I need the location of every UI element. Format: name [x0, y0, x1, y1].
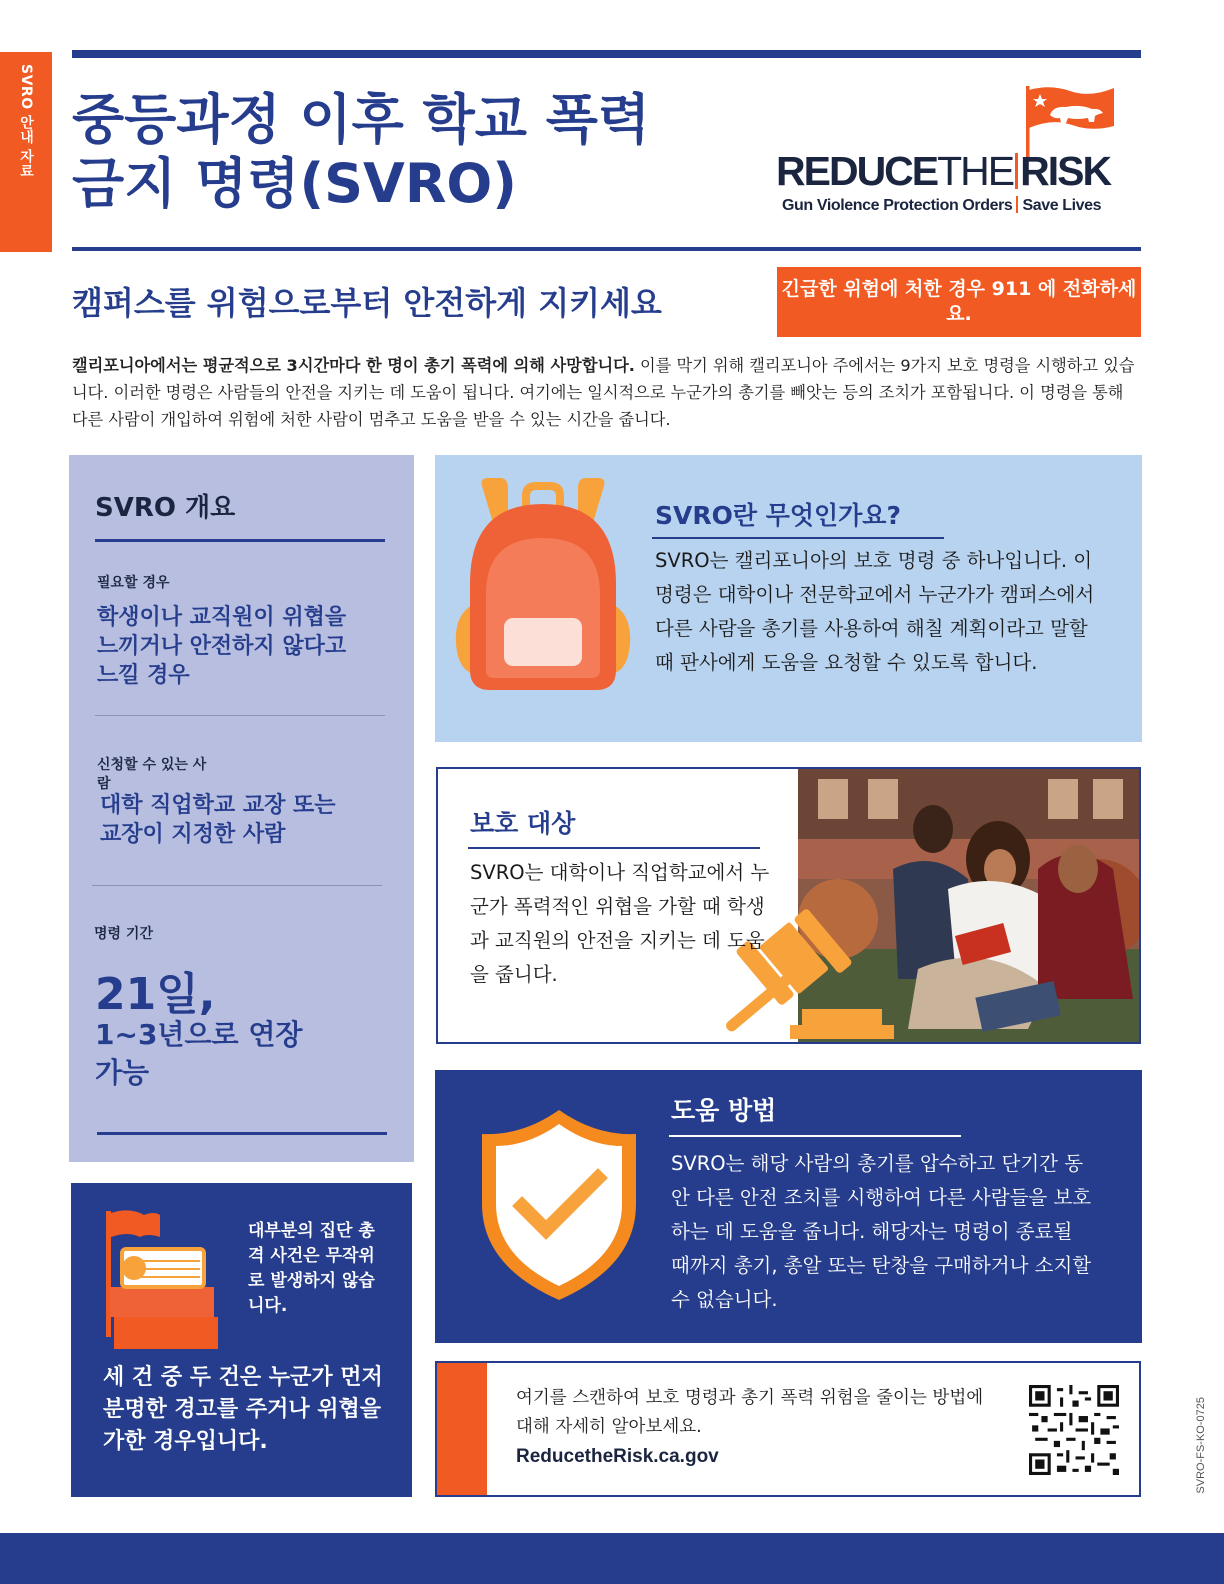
logo-tag-right: Save Lives [1022, 197, 1102, 214]
what-body: SVRO는 캘리포니아의 보호 명령 중 하나입니다. 이 명령은 대학이나 전문학교에서 누군가가 캠퍼스에서 다른 사람을 총기를 사용하여 해칠 계획이라고 말할 때 판사에게 도움을 요청할 수 있도록 합니다. [655, 549, 1095, 674]
side-tab-label-wrap [0, 52, 52, 252]
overview-bottom-rule [97, 1132, 387, 1135]
doc-code-wrap [1186, 1385, 1216, 1505]
help-heading-rule [669, 1135, 961, 1137]
fact-side-text: 대부분의 집단 총격 사건은 무작위로 발생하지 않습니다. [248, 1221, 375, 1316]
help-heading: 도움 방법 [671, 1096, 777, 1125]
logo-tag-left: Gun Violence Protection Orders [782, 197, 1013, 214]
books-flag-icon [100, 1207, 230, 1352]
title-line-1: 중등과정 이후 학교 폭력 [72, 88, 651, 151]
scan-text: 여기를 스캔하여 보호 명령과 총기 폭력 위험을 줄이는 방법에 대해 자세히 알아보세요. [516, 1388, 984, 1437]
side-tab-label: SVRO 안내 자료 [18, 64, 34, 179]
help-body: SVRO는 해당 사람의 총기를 압수하고 단기간 동안 다른 안전 조치를 시행하여 다른 사람들을 보호하는 데 도움을 줍니다. 해당자는 명령이 종료될 때까지 총기, 총알 또는 탄창을 구매하거나 소지할 수 없습니다. [671, 1152, 1092, 1311]
title-line-2: 금지 명령(SVRO) [72, 152, 517, 215]
what-heading: SVRO란 무엇인가요? [655, 501, 901, 530]
fact-main-text: 세 건 중 두 건은 누군가 먼저 분명한 경고를 주거나 위협을 가한 경우입니다. [103, 1365, 383, 1454]
logo-word-reduce: REDUCE [776, 148, 938, 194]
page-title [72, 88, 752, 216]
logo-word-risk: RISK [1020, 148, 1111, 194]
overview-who-label: 신청할 수 있는 사람 [97, 757, 207, 792]
overview-divider-2 [92, 885, 382, 886]
intro-bold: 캘리포니아에서는 평균적으로 3시간마다 한 명이 총기 폭력에 의해 사망합니다. [72, 356, 635, 375]
logo-separator [1015, 153, 1018, 189]
overview-duration-days: 21일, [95, 969, 216, 1020]
protect-body: SVRO는 대학이나 직업학교에서 누군가 폭력적인 위협을 가할 때 학생과 교직원의 안전을 지키는 데 도움을 줍니다. [470, 861, 770, 986]
logo-word-the: THE [937, 148, 1014, 194]
protect-heading-rule [468, 847, 760, 849]
logo-tagline [782, 196, 1142, 215]
overview-who-value: 대학 직업학교 교장 또는 교장이 지정한 사람 [100, 793, 336, 847]
logo-tag-divider [1016, 196, 1018, 213]
header-top-rule [72, 50, 1141, 58]
overview-duration-ext: 1~3년으로 연장 가능 [95, 1018, 303, 1089]
overview-title-rule [95, 539, 385, 542]
overview-title: SVRO 개요 [95, 493, 236, 523]
subtitle: 캠퍼스를 위험으로부터 안전하게 지키세요 [72, 284, 662, 322]
what-heading-rule [652, 537, 944, 539]
shield-check-icon [478, 1106, 640, 1302]
overview-when-value: 학생이나 교직원이 위협을 느끼거나 안전하지 않다고 느낄 경우 [97, 605, 347, 688]
intro-rest: 이를 막기 위해 캘리포니아 주에서는 9가지 보호 명령을 시행하고 있습니다. 이러한 명령은 사람들의 안전을 지키는 데 도움이 됩니다. 여기에는 일시적으로 누군가의 총기를 빼앗는 등의 조치가 포함됩니다. 이 명령을 통해 다른 사람이 개입하여 위험에 처한 사람이 멈추고 도움을 받을 수 있는 시간을 줍니다. [72, 356, 1135, 429]
emergency-callout: 긴급한 위험에 처한 경우 911 에 전화하세요. [777, 267, 1141, 337]
scan-accent-strip [437, 1363, 487, 1495]
qr-code[interactable] [1029, 1385, 1119, 1475]
overview-when-label: 필요할 경우 [97, 575, 170, 591]
scan-url-link[interactable]: ReducetheRisk.ca.gov [516, 1446, 719, 1467]
footer-bar [0, 1533, 1224, 1584]
backpack-icon [452, 474, 634, 696]
overview-duration-label: 명령 기간 [94, 926, 153, 942]
overview-divider-1 [95, 715, 385, 716]
doc-code: SVRO-FS-KO-0725 [1195, 1396, 1207, 1494]
intro-paragraph [72, 352, 1142, 433]
protect-heading: 보호 대상 [470, 809, 576, 838]
header-bottom-rule [72, 247, 1141, 251]
logo-wordmark [776, 148, 1144, 195]
